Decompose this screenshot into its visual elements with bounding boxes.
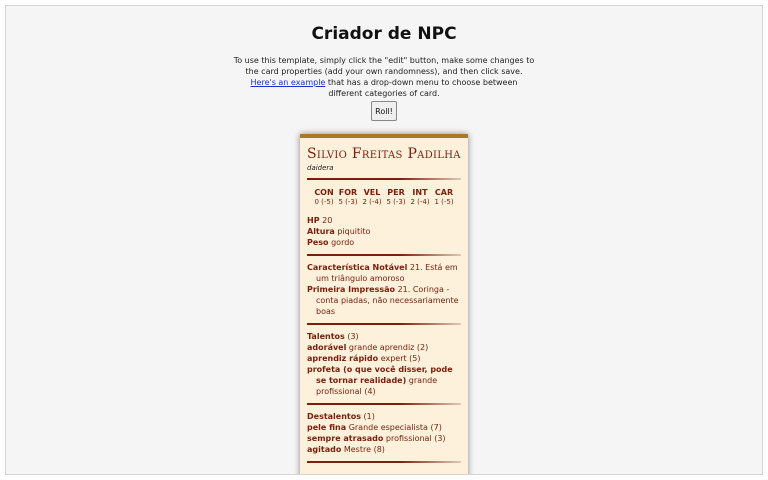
divider <box>307 323 461 325</box>
intro-text: To use this template, simply click the "edit" button, make some changes to the card properties (add your own randomness), and then click save. <box>233 56 535 76</box>
weight-value: gordo <box>331 238 355 247</box>
talent-detail: expert (5) <box>380 354 421 363</box>
talent-detail: grande profissional (4) <box>316 376 438 396</box>
stat-name: PER <box>387 188 405 197</box>
notable-value: 21. Está em um triângulo amoroso <box>316 263 458 283</box>
impression-value: 21. Coringa - conta piadas, não necessariamente boas <box>316 285 459 316</box>
stat-for <box>338 188 359 206</box>
notable-label: Característica Notável <box>307 263 408 272</box>
stat-name: FOR <box>338 188 358 197</box>
stat-value: 2 (-4) <box>362 198 382 206</box>
stat-name: VEL <box>363 188 381 197</box>
npc-card <box>300 134 468 475</box>
intro-tail: that has a drop-down menu to choose between different categories of card. <box>325 78 518 98</box>
stats-row <box>307 188 461 206</box>
stat-car <box>434 188 455 206</box>
flaw-name: agitado <box>307 445 342 454</box>
impression-line <box>307 284 461 317</box>
npc-subtitle: daidera <box>307 164 334 172</box>
talent-item <box>307 353 461 364</box>
notable-line <box>307 262 461 284</box>
hp-value: 20 <box>322 216 333 225</box>
talent-item <box>307 364 461 397</box>
talent-item <box>307 342 461 353</box>
talent-name: profeta (o que você disser, pode se tornar realidade) <box>307 365 453 385</box>
flaw-name: pele fina <box>307 423 347 432</box>
height-label: Altura <box>307 227 335 236</box>
talents-label: Talentos <box>307 332 345 341</box>
weight-line <box>307 237 461 248</box>
hp-line <box>307 215 461 226</box>
flaws-header <box>307 411 461 422</box>
flaws-count: (1) <box>363 412 375 421</box>
divider <box>307 461 461 463</box>
stat-value: 5 (-3) <box>338 198 358 206</box>
height-value: piquitito <box>337 227 371 236</box>
talents-count: (3) <box>347 332 359 341</box>
stat-name: CON <box>314 188 334 197</box>
flaw-item <box>307 433 461 444</box>
npc-name: Silvio Freitas Padilha <box>307 146 461 162</box>
divider <box>307 254 461 256</box>
page-frame <box>5 5 763 475</box>
stat-name: CAR <box>434 188 454 197</box>
flaw-detail: Grande especialista (7) <box>348 423 442 432</box>
height-line <box>307 226 461 237</box>
divider <box>307 403 461 405</box>
stat-con <box>314 188 335 206</box>
talents-header <box>307 331 461 342</box>
talent-name: aprendiz rápido <box>307 354 379 363</box>
intro-paragraph <box>233 55 535 99</box>
divider <box>307 178 461 180</box>
hp-label: HP <box>307 216 320 225</box>
roll-button[interactable]: Roll! <box>371 101 397 121</box>
stat-value: 2 (-4) <box>410 198 430 206</box>
stat-value: 0 (-5) <box>314 198 334 206</box>
page-title: Criador de NPC <box>311 24 457 44</box>
stat-name: INT <box>412 188 428 197</box>
stat-value: 5 (-3) <box>386 198 406 206</box>
flaw-detail: Mestre (8) <box>343 445 385 454</box>
stat-int <box>410 188 431 206</box>
talent-name: adorável <box>307 343 347 352</box>
stat-value: 1 (-5) <box>434 198 454 206</box>
impression-label: Primeira Impressão <box>307 285 396 294</box>
example-link[interactable]: Here's an example <box>250 78 326 87</box>
stat-vel <box>362 188 383 206</box>
flaws-label: Destalentos <box>307 412 361 421</box>
flaw-item <box>307 444 461 455</box>
flaw-detail: profissional (3) <box>385 434 446 443</box>
weight-label: Peso <box>307 238 329 247</box>
talent-detail: grande aprendiz (2) <box>348 343 429 352</box>
flaw-item <box>307 422 461 433</box>
stat-per <box>386 188 407 206</box>
flaw-name: sempre atrasado <box>307 434 384 443</box>
